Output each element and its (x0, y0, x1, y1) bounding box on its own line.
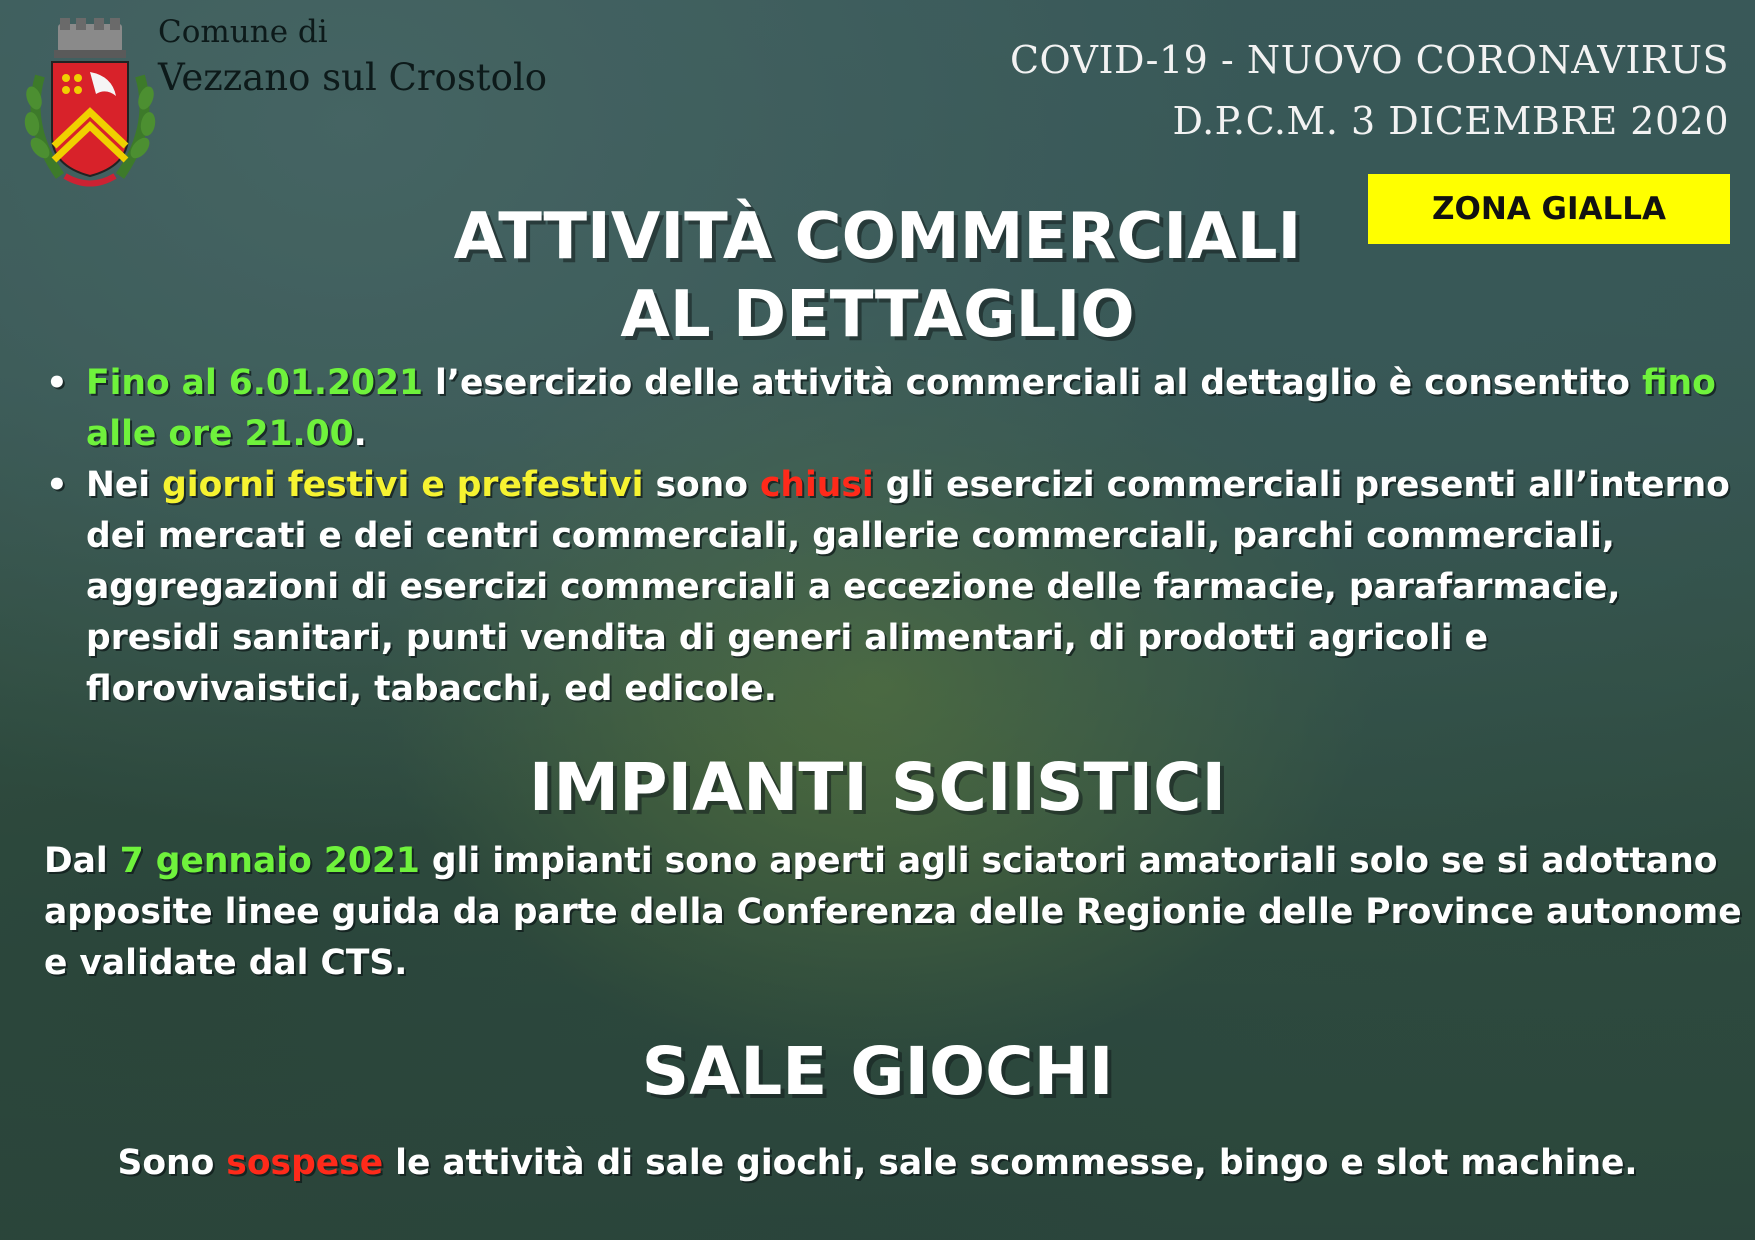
coat-of-arms-icon (20, 16, 160, 198)
heading-line1: ATTIVITÀ COMMERCIALI (453, 200, 1302, 274)
bullet-icon: • (46, 465, 68, 505)
comune-name-line2: Vezzano sul Crostolo (158, 56, 548, 99)
games-text-end: le attività di sale giochi, sale scommesse, bingo e slot machine. (383, 1143, 1638, 1183)
ski-text-start: Dal (44, 841, 120, 881)
heading-line2: AL DETTAGLIO (620, 278, 1135, 352)
ski-paragraph (44, 836, 1744, 989)
list-item (46, 358, 1746, 460)
highlight-closed: chiusi (759, 465, 874, 505)
highlight-time: fino alle ore 21.00 (86, 363, 1716, 454)
ski-text-end: gli impianti sono aperti agli sciatori amatoriali solo se si adottano apposite linee guida da parte della Conferenza delle Regionie delle Province autonome e validate dal CTS. (44, 841, 1742, 983)
rule-text-start: Nei (86, 465, 163, 505)
highlight-date: Fino al 6.01.2021 (86, 363, 424, 403)
zone-badge: ZONA GIALLA (1368, 174, 1730, 244)
section-heading-commercial (0, 198, 1755, 354)
highlight-days: giorni festivi e prefestivi (162, 465, 644, 505)
section-heading-ski: IMPIANTI SCIISTICI (528, 749, 1227, 826)
decree-header (1010, 30, 1729, 152)
rule-text-end: . (353, 414, 367, 454)
list-item (46, 460, 1746, 715)
highlight-ski-date: 7 gennaio 2021 (119, 841, 420, 881)
rule-text-mid: sono (643, 465, 760, 505)
rule-text: l’esercizio delle attività commerciali al dettaglio è consentito (423, 363, 1642, 403)
games-text-start: Sono (117, 1143, 227, 1183)
section-heading-games: SALE GIOCHI (641, 1033, 1114, 1110)
commercial-rules-list (46, 358, 1746, 715)
highlight-suspended: sospese (226, 1143, 384, 1183)
games-paragraph (0, 1138, 1755, 1188)
comune-name-line1: Comune di (158, 14, 328, 50)
rule-text-end: gli esercizi commerciali presenti all’interno dei mercati e dei centri commerciali, gallerie commerciali, parchi commerciali, aggregazioni di esercizi commerciali a eccezione delle farmacie, parafarmacie, presidi sanitari, punti vendita di generi alimentari, di prodotti agricoli e florovivaistici, tabacchi, ed edicole. (86, 465, 1730, 709)
decree-title-line1: COVID-19 - NUOVO CORONAVIRUS (1009, 38, 1729, 82)
bullet-icon: • (46, 363, 68, 403)
decree-title-line2: D.P.C.M. 3 DICEMBRE 2020 (1172, 99, 1729, 143)
